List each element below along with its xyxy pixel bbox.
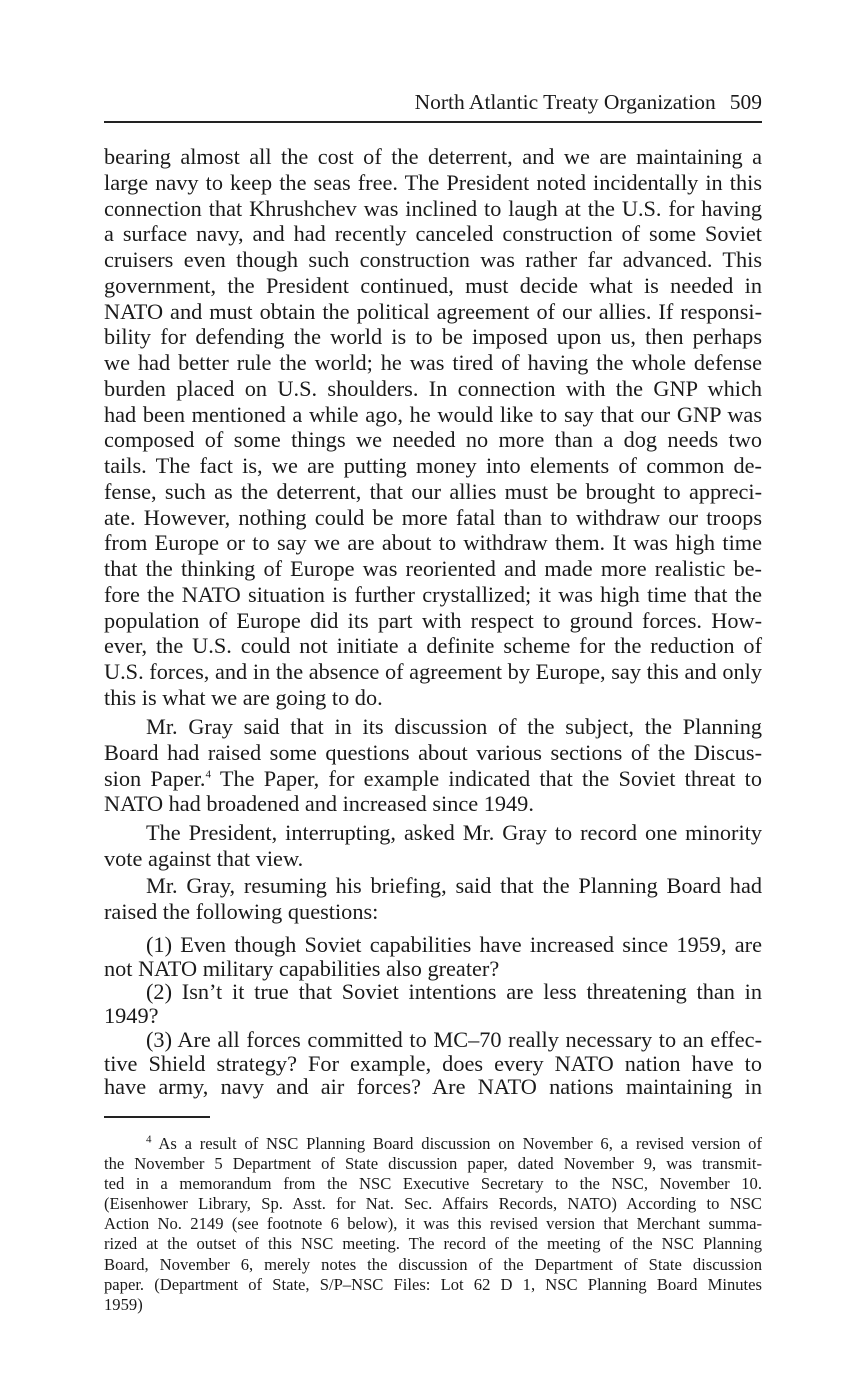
text-line: fense, such as the deterrent, that our allies must be brought to appreci- — [104, 478, 762, 504]
paragraph-3 — [104, 820, 762, 872]
footnote-ref[interactable]: 4 — [205, 768, 212, 781]
text-line: bility for defending the world is to be imposed upon us, then perhaps — [104, 324, 762, 350]
footnote-line: rized at the outset of this NSC meeting. The record of the meeting of the NSC Planning — [104, 1234, 762, 1254]
running-title: North Atlantic Treaty Organization — [414, 90, 716, 114]
text-line: NATO had broadened and increased since 1949. — [104, 791, 534, 817]
footnote-line: (Eisenhower Library, Sp. Asst. for Nat. Sec. Affairs Records, NATO) According to NSC — [104, 1194, 762, 1214]
text-line: Board had raised some questions about various sections of the Discus- — [104, 739, 762, 765]
text-line: ever, the U.S. could not initiate a definite scheme for the reduction of — [104, 633, 762, 659]
header-rule — [104, 121, 762, 123]
question-line: (2) Isn’t it true that Soviet intentions are less threatening than in — [146, 979, 762, 1005]
footnote-number: 4 — [146, 1133, 152, 1146]
text-fragment: The Paper, for example indicated that the Soviet threat to — [211, 765, 763, 791]
text-line: Mr. Gray, resuming his briefing, said that the Planning Board had — [146, 873, 762, 898]
text-line: a surface navy, and had recently canceled construction of some Soviet — [104, 221, 762, 247]
footnote-line: ted in a memorandum from the NSC Executive Secretary to the NSC, November 10. — [104, 1174, 762, 1194]
text-line: Mr. Gray said that in its discussion of the subject, the Planning — [146, 714, 762, 739]
question-line: have army, navy and air forces? Are NATO nations maintaining in — [104, 1074, 762, 1100]
paragraph-1 — [104, 144, 762, 711]
text-line: raised the following questions: — [104, 898, 379, 924]
footnote-line: Board, November 6, merely notes the discussion of the Department of State discussion — [104, 1254, 762, 1274]
text-line: connection that Khrushchev was inclined to laugh at the U.S. for having — [104, 195, 762, 221]
question-line: (1) Even though Soviet capabilities have increased since 1959, are — [146, 932, 762, 957]
text-line: large navy to keep the seas free. The President noted incidentally in this — [104, 169, 762, 195]
text-line: The President, interrupting, asked Mr. Gray to record one minority — [146, 820, 762, 845]
text-line: vote against that view. — [104, 845, 304, 871]
paragraph-4 — [104, 873, 762, 925]
footnote-line: the November 5 Department of State discussion paper, dated November 9, was transmit- — [104, 1154, 762, 1174]
question-line: not NATO military capabilities also greater? — [104, 955, 500, 981]
text-line: population of Europe did its part with respect to ground forces. How- — [104, 607, 762, 633]
question-line: tive Shield strategy? For example, does every NATO nation have to — [104, 1050, 762, 1076]
text-line: NATO and must obtain the political agreement of our allies. If responsi- — [104, 298, 762, 324]
question-line: 1949? — [104, 1003, 159, 1029]
footnote-line — [104, 1134, 762, 1154]
text-line: tails. The fact is, we are putting money into elements of common de- — [104, 453, 762, 478]
questions-list — [104, 933, 762, 1099]
footnote-line: Action No. 2149 (see footnote 6 below), it was this revised version that Merchant summa- — [104, 1214, 762, 1234]
text-line: ate. However, nothing could be more fatal than to withdraw our troops — [104, 504, 762, 530]
text-line: composed of some things we needed no more than a dog needs two — [104, 427, 762, 453]
text-line: U.S. forces, and in the absence of agreement by Europe, say this and only — [104, 659, 762, 684]
text-line: fore the NATO situation is further crystallized; it was high time that the — [104, 581, 762, 607]
footnote-line: 1959) — [104, 1294, 143, 1314]
page-number: 509 — [729, 90, 762, 114]
text-line: government, the President continued, must decide what is needed in — [104, 272, 762, 298]
text-line: burden placed on U.S. shoulders. In connection with the GNP which — [104, 375, 762, 401]
text-line: cruisers even though such construction was rather far advanced. This — [104, 247, 762, 272]
text-line: from Europe or to say we are about to withdraw them. It was high time — [104, 530, 762, 556]
text-line — [104, 766, 762, 792]
text-line: had been mentioned a while ago, he would like to say that our GNP was — [104, 401, 762, 427]
running-header — [104, 90, 762, 120]
footnote-rule — [104, 1116, 210, 1118]
text-line: this is what we are going to do. — [104, 684, 383, 710]
text-fragment: sion Paper. — [104, 765, 206, 791]
text-line: we had better rule the world; he was tired of having the whole defense — [104, 350, 762, 375]
text-fragment: As a result of NSC Planning Board discussion on November 6, a revised version of — [158, 1134, 763, 1153]
paragraph-2 — [104, 714, 762, 817]
text-line: bearing almost all the cost of the deterrent, and we are maintaining a — [104, 144, 762, 169]
question-line: (3) Are all forces committed to MC–70 really necessary to an effec- — [146, 1026, 762, 1052]
footnote-line: paper. (Department of State, S/P–NSC Files: Lot 62 D 1, NSC Planning Board Minutes — [104, 1274, 762, 1294]
text-line: that the thinking of Europe was reoriented and made more realistic be- — [104, 556, 762, 581]
footnote — [104, 1134, 762, 1315]
